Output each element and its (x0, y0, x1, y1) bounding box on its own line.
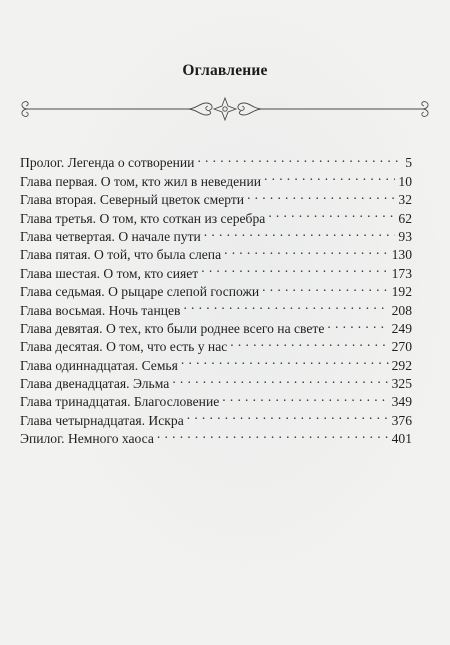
toc-leader-dots (268, 204, 395, 222)
ornamental-divider-icon (18, 94, 432, 124)
toc-leader-dots (181, 351, 389, 369)
toc-leader-dots (201, 259, 388, 277)
toc-entry-title: Глава шестая. О том, кто сияет (20, 265, 199, 281)
toc-leader-dots (247, 186, 395, 204)
table-of-contents (20, 149, 412, 447)
toc-entry-title: Глава третья. О том, кто соткан из серебра (20, 210, 266, 226)
toc-entry-title: Глава одиннадцатая. Семья (20, 357, 178, 373)
toc-entry-title: Глава тринадцатая. Благословение (20, 394, 220, 410)
toc-entry-page: 130 (391, 247, 412, 263)
toc-entry-page: 325 (391, 376, 412, 392)
toc-leader-dots (264, 167, 395, 185)
toc-leader-dots (222, 388, 388, 406)
toc-leader-dots (230, 333, 388, 351)
toc-entry-page: 401 (391, 431, 412, 447)
toc-entry (20, 149, 412, 171)
toc-entry-title: Глава девятая. О тех, кто были роднее всего на свете (20, 320, 325, 336)
toc-entry-title: Глава седьмая. О рыцаре слепой госпожи (20, 284, 260, 300)
toc-leader-dots (183, 296, 388, 314)
toc-entry-page: 270 (391, 339, 412, 355)
toc-entry-page: 93 (398, 228, 412, 244)
toc-entry-page: 349 (391, 394, 412, 410)
toc-entry-page: 376 (391, 412, 412, 428)
toc-leader-dots (327, 315, 388, 333)
toc-entry-title: Эпилог. Немного хаоса (20, 431, 154, 447)
toc-entry-page: 208 (391, 302, 412, 318)
toc-leader-dots (157, 425, 389, 443)
toc-entry-title: Глава вторая. Северный цветок смерти (20, 192, 245, 208)
toc-entry-title: Глава четвертая. О начале пути (20, 228, 201, 244)
toc-entry-page: 62 (398, 210, 412, 226)
toc-entry-title: Глава десятая. О том, что есть у нас (20, 339, 228, 355)
toc-entry-page: 32 (398, 192, 412, 208)
toc-entry-page: 5 (405, 155, 412, 171)
toc-entry-title: Глава пятая. О той, что была слепа (20, 247, 222, 263)
toc-leader-dots (224, 241, 389, 259)
toc-entry-page: 292 (391, 357, 412, 373)
toc-leader-dots (262, 278, 388, 296)
toc-leader-dots (172, 370, 388, 388)
toc-entry-page: 249 (391, 320, 412, 336)
toc-entry-title: Глава восьмая. Ночь танцев (20, 302, 181, 318)
toc-entry-title: Глава четырнадцатая. Искра (20, 412, 184, 428)
toc-leader-dots (204, 223, 396, 241)
toc-leader-dots (187, 406, 389, 424)
toc-entry-page: 10 (398, 173, 412, 189)
page-title: Оглавление (182, 62, 268, 79)
toc-leader-dots (197, 149, 402, 167)
toc-entry-title: Пролог. Легенда о сотворении (20, 155, 195, 171)
toc-entry-page: 173 (391, 265, 412, 281)
toc-entry-title: Глава двенадцатая. Эльма (20, 376, 170, 392)
toc-entry-page: 192 (391, 284, 412, 300)
toc-entry-title: Глава первая. О том, кто жил в неведении (20, 173, 261, 189)
